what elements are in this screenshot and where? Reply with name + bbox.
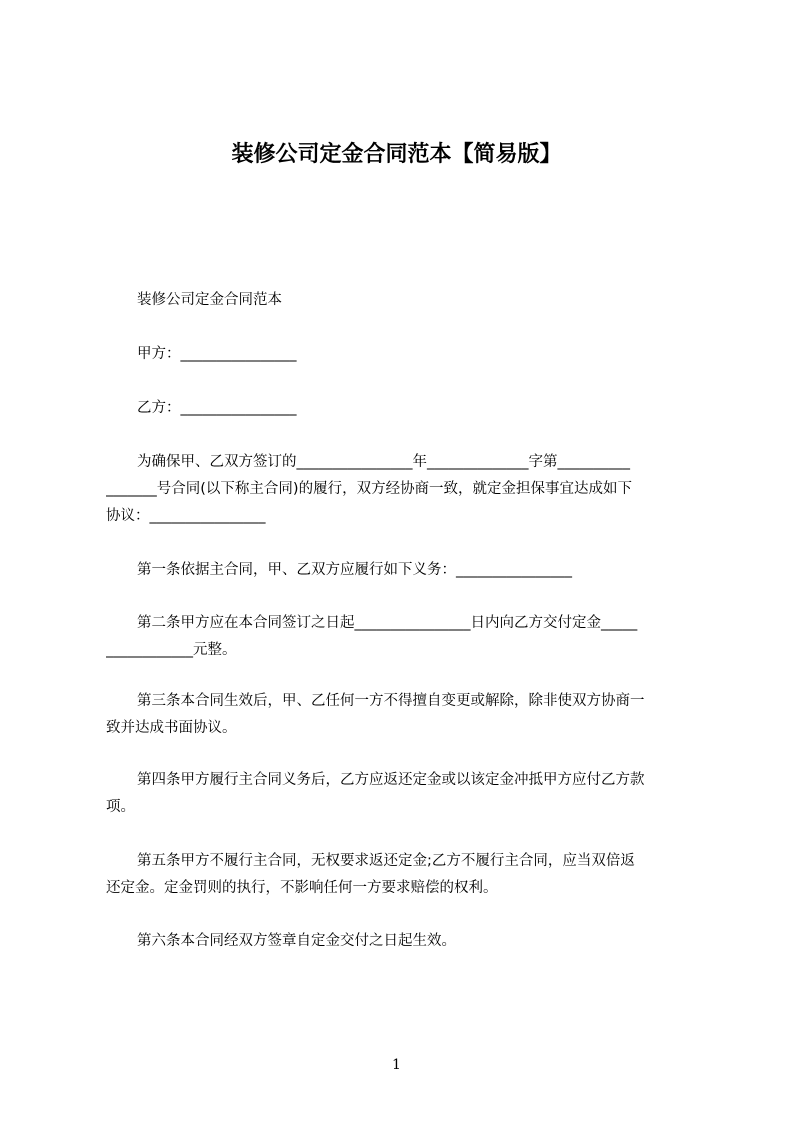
article-6: 第六条本合同经双方签章自定金交付之日起生效。 [137,933,456,949]
intro-paragraph-line-2: _______号合同(以下称主合同)的履行，双方经协商一致，就定金担保事宜达成如下 [106,481,633,497]
article-1: 第一条依据主合同，甲、乙双方应履行如下义务：________________ [137,562,572,578]
article-3-line-1: 第三条本合同生效后，甲、乙任何一方不得擅自变更或解除，除非使双方协商一 [137,693,645,709]
page-number: 1 [392,1057,401,1073]
document-title: 装修公司定金合同范本【简易版】 [231,142,562,167]
party-a-line: 甲方：________________ [137,346,297,362]
party-b-line: 乙方：________________ [137,400,297,416]
article-4-line-1: 第四条甲方履行主合同义务后，乙方应返还定金或以该定金冲抵甲方应付乙方款 [137,772,645,788]
intro-paragraph-line-3: 协议：________________ [106,508,266,524]
article-3-line-2: 致并达成书面协议。 [106,720,237,736]
intro-paragraph-line-1: 为确保甲、乙双方签订的________________年______________字第__________ [137,454,630,470]
document-subtitle: 装修公司定金合同范本 [137,292,282,308]
article-2-line-2: ____________元整。 [106,642,237,658]
article-5-line-2: 还定金。定金罚则的执行，不影响任何一方要求赔偿的权利。 [106,880,498,896]
article-2-line-1: 第二条甲方应在本合同签订之日起________________日内向乙方交付定金_____ [137,615,638,631]
article-4-line-2: 项。 [106,799,135,815]
article-5-line-1: 第五条甲方不履行主合同，无权要求返还定金;乙方不履行主合同，应当双倍返 [137,853,635,869]
